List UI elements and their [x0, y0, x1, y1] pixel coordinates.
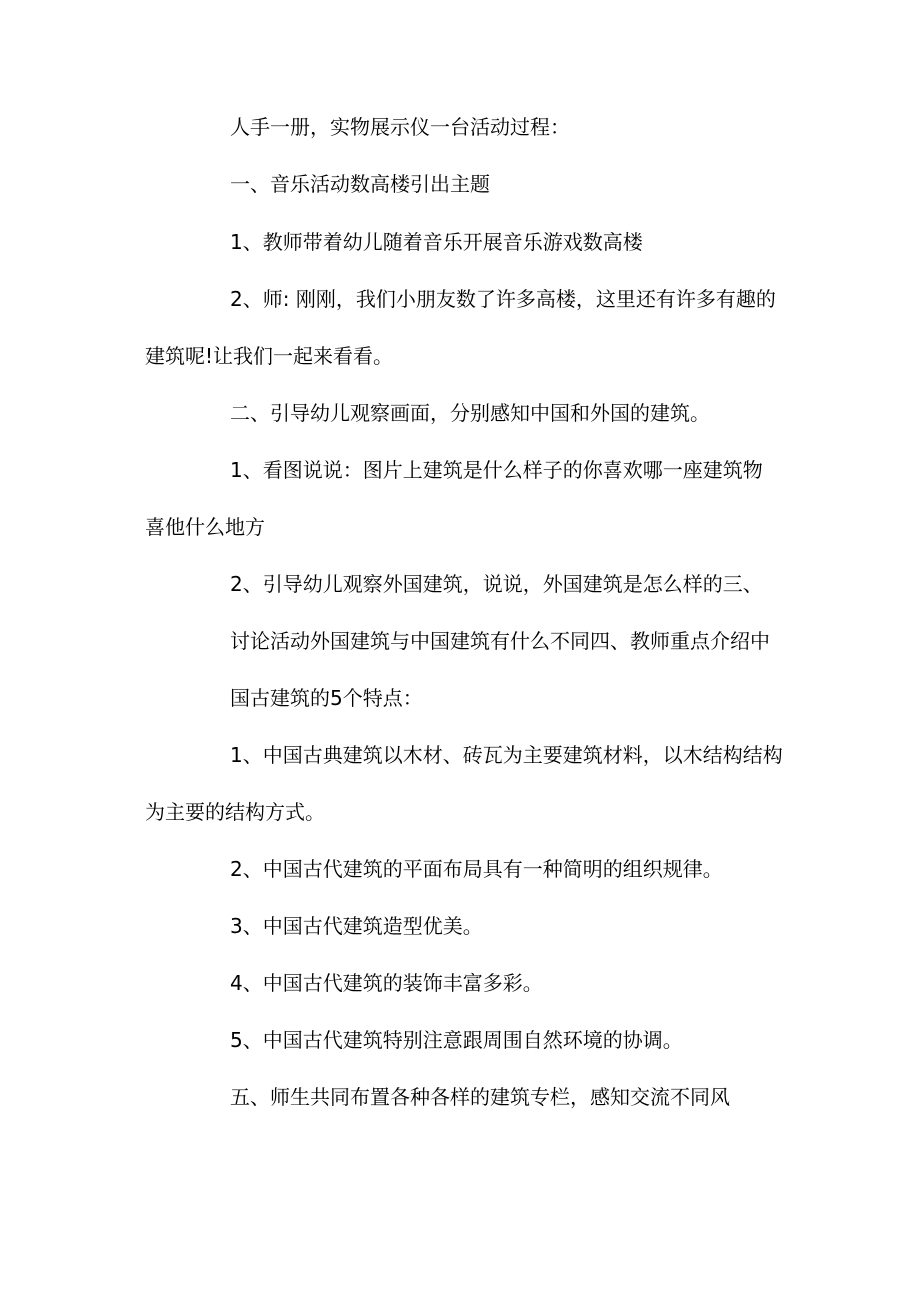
- step-1-2-continued: 建筑呢!让我们一起来看看。: [145, 344, 394, 368]
- feature-2: 2、中国古代建筑的平面布局具有一种简明的组织规律。: [230, 857, 723, 881]
- section-one-heading: 一、音乐活动数高楼引出主题: [230, 172, 490, 196]
- feature-4: 4、中国古代建筑的装饰丰富多彩。: [230, 971, 543, 995]
- step-2-1-continued: 喜他什么地方: [145, 515, 265, 539]
- section-five-heading: 五、师生共同布置各种各样的建筑专栏，感知交流不同风: [230, 1085, 730, 1109]
- features-intro: 国古建筑的5个特点：: [230, 686, 423, 710]
- feature-3: 3、中国古代建筑造型优美。: [230, 914, 483, 938]
- step-2-1: 1、看图说说：图片上建筑是什么样子的你喜欢哪一座建筑物: [230, 458, 763, 482]
- feature-1: 1、中国古典建筑以木材、砖瓦为主要建筑材料，以木结构结构: [230, 743, 783, 767]
- step-2-2: 2、引导幼儿观察外国建筑，说说，外国建筑是怎么样的三、: [230, 572, 763, 596]
- section-two-heading: 二、引导幼儿观察画面，分别感知中国和外国的建筑。: [230, 401, 710, 425]
- step-1-2: 2、师: 刚刚，我们小朋友数了许多高楼，这里还有许多有趣的: [230, 287, 776, 311]
- step-2-2-continued: 讨论活动外国建筑与中国建筑有什么不同四、教师重点介绍中: [230, 629, 770, 653]
- feature-1-continued: 为主要的结构方式。: [145, 800, 325, 824]
- feature-5: 5、中国古代建筑特别注意跟周围自然环境的协调。: [230, 1028, 683, 1052]
- materials-line: 人手一册，实物展示仪一台活动过程：: [230, 115, 570, 139]
- step-1-1: 1、教师带着幼儿随着音乐开展音乐游戏数高楼: [230, 230, 643, 254]
